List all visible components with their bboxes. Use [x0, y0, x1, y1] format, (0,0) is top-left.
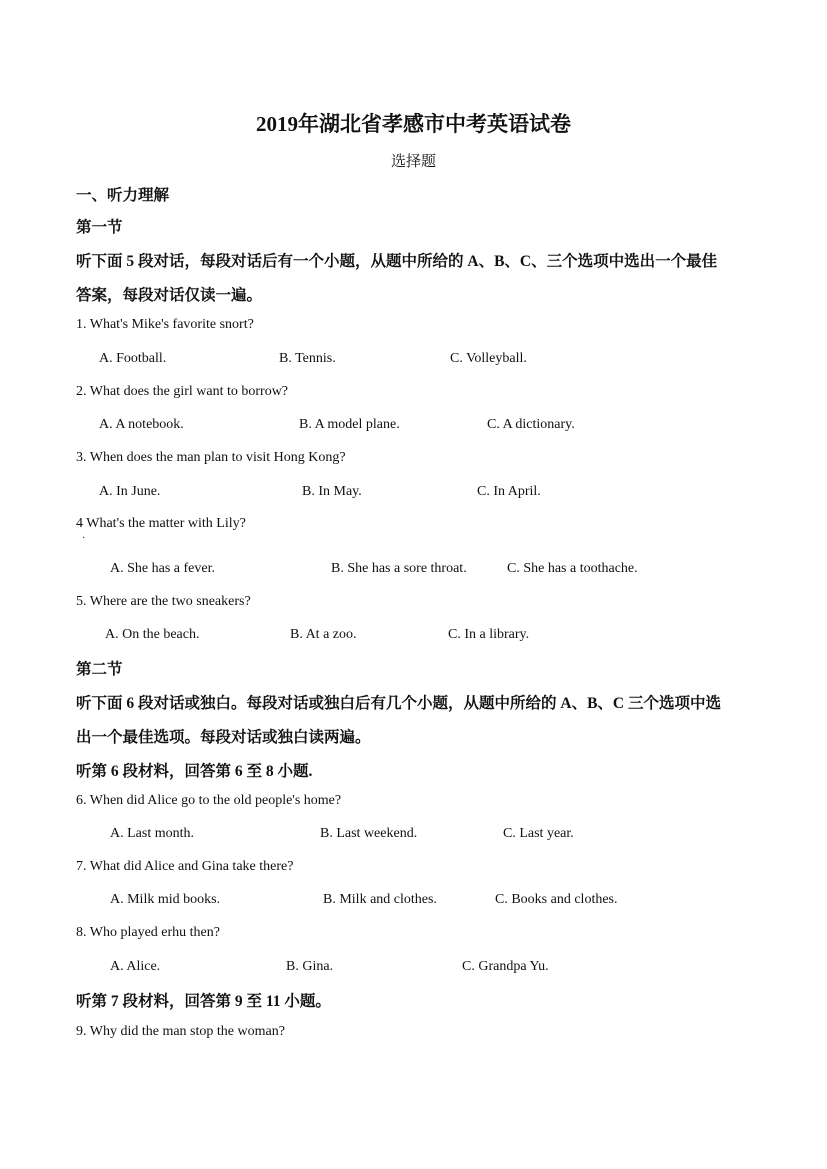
question-text: 2. What does the girl want to borrow? [76, 384, 289, 399]
question-text: 1. What's Mike's favorite snort? [76, 317, 254, 332]
part-heading: 第二节 [76, 661, 123, 678]
option-b: B. In May. [302, 484, 362, 499]
question-text: 6. When did Alice go to the old people's home? [76, 793, 342, 808]
option-a: A. Milk mid books. [110, 892, 221, 907]
option-a: A. A notebook. [99, 417, 184, 432]
option-c: C. Books and clothes. [495, 892, 618, 907]
part-heading: 第一节 [76, 219, 123, 236]
question-text: 8. Who played erhu then? [76, 925, 220, 940]
option-a: A. In June. [99, 484, 161, 499]
instruction-line: 听下面 5 段对话，每段对话后有一个小题，从题中所给的 A、B、C、三个选项中选出一个最佳 [76, 253, 718, 270]
option-a: A. Football. [99, 351, 167, 366]
material-note: 听第 6 段材料，回答第 6 至 8 小题. [76, 763, 313, 780]
instruction-line: 出一个最佳选项。每段对话或独白读两遍。 [76, 729, 371, 746]
question-text: 3. When does the man plan to visit Hong Kong? [76, 450, 346, 465]
option-b: B. A model plane. [299, 417, 400, 432]
option-c: C. In a library. [448, 627, 530, 642]
question-text: 5. Where are the two sneakers? [76, 594, 251, 609]
option-a: A. She has a fever. [110, 561, 215, 576]
material-note: 听第 7 段材料，回答第 9 至 11 小题。 [76, 993, 331, 1010]
option-a: A. Last month. [110, 826, 194, 841]
option-b: B. She has a sore throat. [331, 561, 467, 576]
page-subtitle: 选择题 [390, 154, 436, 170]
option-c: C. In April. [477, 484, 541, 499]
question-text: 7. What did Alice and Gina take there? [76, 859, 294, 874]
option-c: C. Grandpa Yu. [462, 959, 549, 974]
option-b: B. Last weekend. [320, 826, 418, 841]
option-c: C. Volleyball. [450, 351, 527, 366]
instruction-line: 听下面 6 段对话或独白。每段对话或独白后有几个小题，从题中所给的 A、B、C 三个选项中选 [76, 695, 721, 712]
instruction-line: 答案，每段对话仅读一遍。 [76, 287, 263, 304]
option-c: C. A dictionary. [487, 417, 575, 432]
option-b: B. At a zoo. [290, 627, 357, 642]
option-c: C. She has a toothache. [507, 561, 638, 576]
option-b: B. Milk and clothes. [323, 892, 437, 907]
question-text: 4 What's the matter with Lily? [76, 516, 246, 531]
option-a: A. On the beach. [105, 627, 200, 642]
question-text: 9. Why did the man stop the woman? [76, 1024, 285, 1039]
option-a: A. Alice. [110, 959, 161, 974]
option-b: B. Tennis. [279, 351, 336, 366]
section-heading: 一、听力理解 [76, 187, 170, 204]
option-c: C. Last year. [503, 826, 574, 841]
option-b: B. Gina. [286, 959, 334, 974]
page-title: 2019年湖北省孝感市中考英语试卷 [256, 112, 571, 136]
stray-mark: · [82, 533, 86, 544]
